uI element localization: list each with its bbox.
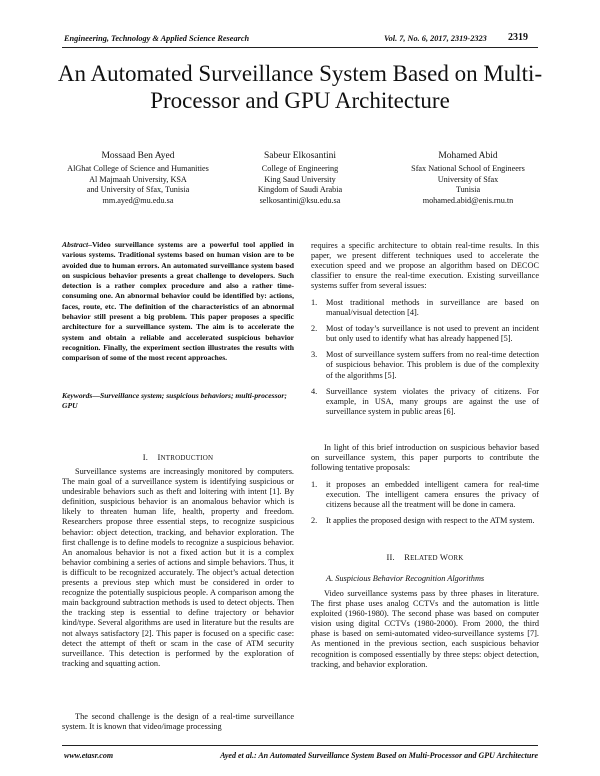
author-name: Sabeur Elkosantini [263,151,337,161]
intro-paragraph-2: The second challenge is the design of a real-time surveillance system. It is known that video/image processing [62,712,294,732]
author-2 [220,148,380,206]
list-item: 4. Surveillance system violates the privacy of citizens. For example, in USA, many groups are against the use of surveillance system in public areas [6]. [311,386,539,416]
author-affiliation: College of Engineering [261,164,339,173]
subsection-heading: A. Suspicious Behavior Recognition Algorithms [326,574,485,583]
paper-title: An Automated Surveillance System Based on Multi-Processor and GPU Architecture [57,61,543,113]
footer-citation: Ayed et al.: An Automated Surveillance System Based on Multi-Processor and GPU Architecture [220,751,538,760]
author-affiliation: Tunisia [455,185,481,195]
section-heading-related-work: II. RELATED WORK [386,552,464,562]
list-item: 1. it proposes an embedded intelligent camera for real-time execution. The intelligent camera ensures the privacy of citizens because all the treatment will be done in camera. [311,480,539,510]
page-number: 2319 [508,32,528,43]
header-rule [62,47,538,48]
author-affiliation: and University of Sfax, Tunisia [86,185,190,195]
related-paragraph-1: Video surveillance systems pass by three phases in literature. The first phase uses analog CCTVs and the automation is little exploited (1960-1980). The second phase was based on computer vision using digital CCTVs (1980-2000). From 2000, the third phase is based on semi-automated video-surveillance systems [7]. As mentioned in the previous section, each suspicious behavior recognition is composed essentially by three steps: object detection, tracking, and behavior exploration. [311,589,539,669]
author-1 [58,148,218,206]
running-header [64,34,538,46]
volume-info: Vol. 7, No. 6, 2017, 2319-2323 [384,34,487,43]
abstract [62,240,294,364]
list-item: 1. Most traditional methods in surveillance are based on manual/visual detection [4]. [311,298,539,318]
footer-website: www.etasr.com [64,751,114,760]
author-affiliation: University of Sfax [437,174,499,184]
author-affiliation: Kingdom of Saudi Arabia [257,185,343,195]
keywords: Keywords—Surveillance system; suspicious behaviors; multi-processor; GPU [62,391,287,411]
abstract-label: Abstract [62,240,89,249]
author-email: mohamed.abid@enis.rnu.tn [422,195,514,205]
author-name: Mohamed Abid [438,151,498,161]
author-affiliation: Sfax National School of Engineers [411,164,525,173]
list-item: 3. Most of surveillance system suffers from no real-time detection of suspicious behavior. This problem is due of the complexity of the algorithms [5]. [311,350,539,380]
right-paragraph-1: requires a specific architecture to obtain real-time results. In this paper, we present different techniques used to accelerate the execution speed and we propose an algorithm based on DECOC classifier to ensure the real-time execution. Existing surveillance systems suffer from several issues: [311,241,539,291]
list-item: 2. It applies the proposed design with respect to the ATM system. [311,516,535,526]
intro-paragraph-1: Surveillance systems are increasingly monitored by computers. The main goal of a surveillance system is identifying suspicious or undesirable behaviors such as theft and loitering with intent [1]. By definition, suspicious behavior is an anomalous behavior which is likely to threaten human life, health, property and freedom. Researchers propose three essential steps, to recognize suspicious behavior: object detection, tracking, and behavior exploration. The first challenge is to define models to recognize a suspicious behavior. An anomalous behavior is not a fixed action but it is a complex behavior combining a series of actions and simple behaviors. Thus, it is difficult to be recognized accurately. The object’s actual detection presents a previous step which must be considered in order to recognize the potentially suspicious people. A comparison among the main background subtraction methods is used to detect objects. Then the tracking step is essential to define trajectory or behavior kind/type. Several algorithms are used in literature but the results are not always satisfactory [2]. This paper is focused on a specific case: detect the attempt of theft or scam in the case of ATM security surveillance. This detection is performed by the exploration of tracking and squatting action. [62,467,294,668]
author-affiliation: King Saud University [264,174,336,184]
list-item: 2. Most of today’s surveillance is not used to prevent an incident but only used to identify what has already happened [5]. [311,324,539,344]
issues-list [311,298,539,423]
author-affiliation: Al Majmaah University, KSA [89,174,187,184]
author-email: mm.ayed@mu.edu.sa [102,195,174,205]
right-paragraph-2: In light of this brief introduction on suspicious behavior based on surveillance system, this paper purports to contribute the following tentative proposals: [311,443,539,473]
author-email: selkosantini@ksu.edu.sa [259,195,341,205]
proposals-list [311,480,539,532]
section-heading-introduction: I. INTRODUCTION [142,452,214,462]
author-affiliation: AlGhat College of Science and Humanities [67,164,209,173]
journal-name: Engineering, Technology & Applied Science Research [64,34,250,43]
footer-rule [62,745,538,746]
abstract-text: –Video surveillance systems are a powerful tool applied in various systems. Traditional systems based on human vision are to be avoided due to human errors. An automated surveillance system based on suspicious behavior presents a great challenge to developers. Such detection is a rather complex procedure and also a rather time-consuming one. An abnormal behavior could be identified by: actions, faces, route, etc. The definition of the characteristics of an abnormal behavior still present a big problem. This paper proposes a specific architecture for a surveillance system. The aim is to accelerate the system and obtain a reliable and accelerated suspicious behavior recognition. Finally, the experiment section illustrates the results with comparison of some of the most recent approaches. [62,240,294,363]
author-name: Mossaad Ben Ayed [101,151,175,161]
author-3 [388,148,548,206]
